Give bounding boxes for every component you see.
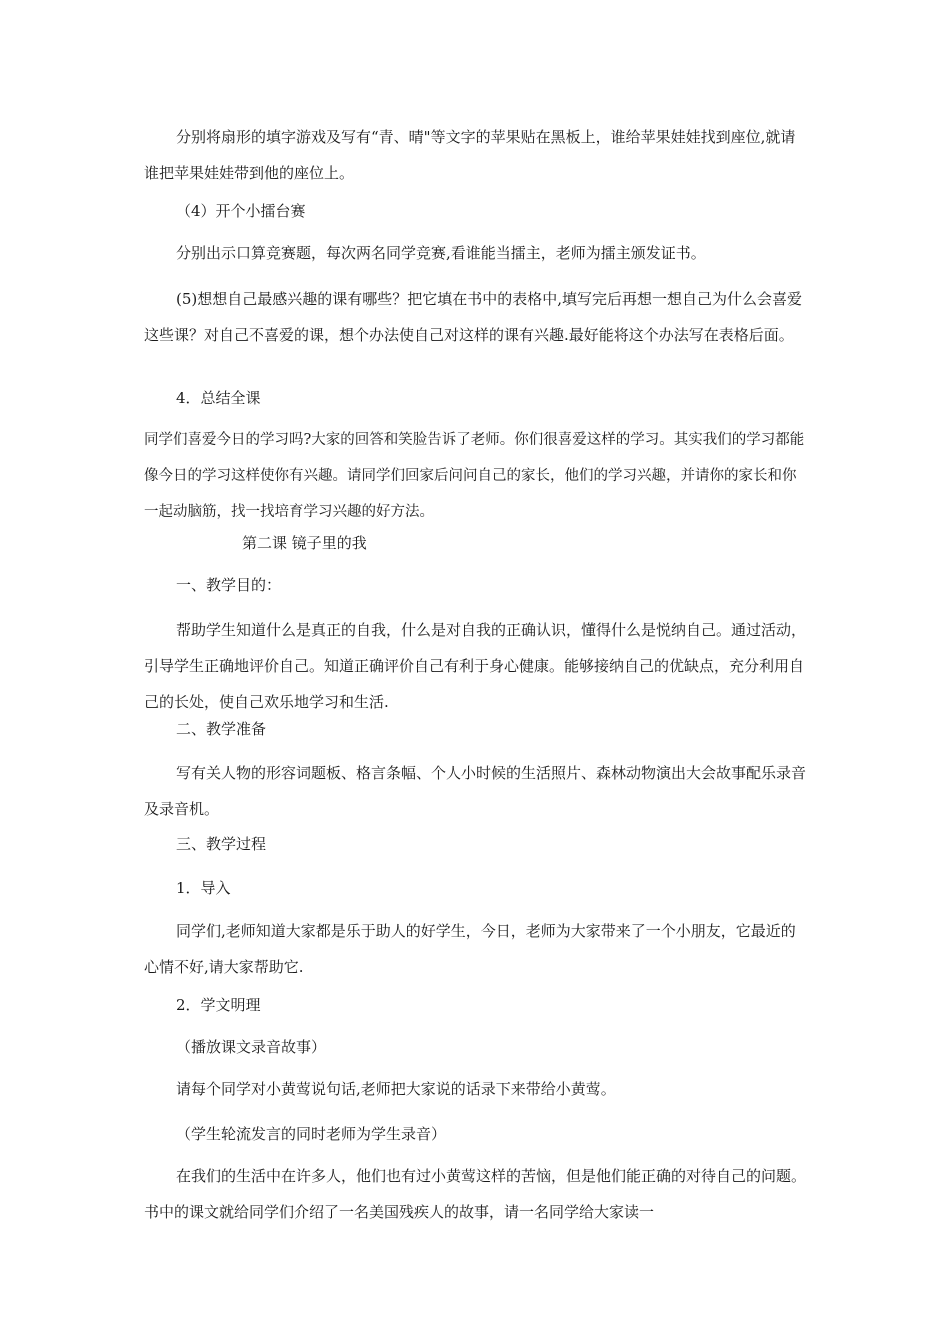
paragraph-favorite-courses: (5)想想自己最感兴趣的课有哪些？把它填在书中的表格中,填写完后再想一想自己为什么会喜爱这些课？对自己不喜爱的课，想个办法使自己对这样的课有兴趣.最好能将这个办法写在表格后面。 xyxy=(144,290,803,344)
paragraph-summary-heading: 4．总结全课 xyxy=(176,389,261,407)
paragraph-preparation-body: 写有关人物的形容词题板、格言条幅、个人小时候的生活照片、森林动物演出大会故事配乐录音及录音机。 xyxy=(144,764,807,818)
paragraph-say-sentence: 请每个同学对小黄莺说句话,老师把大家说的话录下来带给小黄莺。 xyxy=(176,1080,616,1098)
paragraph-goal-body: 帮助学生知道什么是真正的自我，什么是对自我的正确认识，懂得什么是悦纳自己。通过活动，引导学生正确地评价自己。知道正确评价自己有利于身心健康。能够接纳自己的优缺点，充分利用自己的长处，使自己欢乐地学习和生活. xyxy=(144,621,807,711)
paragraph-intro-body: 同学们,老师知道大家都是乐于助人的好学生，今日，老师为大家带来了一个小朋友，它最近的心情不好,请大家帮助它. xyxy=(144,922,796,976)
lesson-title: 第二课 镜子里的我 xyxy=(242,534,367,552)
paragraph-play-recording: （播放课文录音故事） xyxy=(176,1038,327,1056)
paragraph-contest-heading: （4）开个小擂台赛 xyxy=(176,202,306,220)
step-intro-heading: 1．导入 xyxy=(176,879,231,897)
paragraph-story-intro: 在我们的生活中在许多人，他们也有过小黄莺这样的苦恼，但是他们能正确的对待自己的问题。书中的课文就给同学们介绍了一名美国残疾人的故事，请一名同学给大家读一 xyxy=(144,1167,807,1221)
paragraph-summary-body: 同学们喜爱今日的学习吗?大家的回答和笑脸告诉了老师。你们很喜爱这样的学习。其实我们的学习都能像今日的学习这样使你有兴趣。请同学们回家后问问自己的家长，他们的学习兴趣，并请你的家长和你一起动脑筋，找一找培育学习兴趣的好方法。 xyxy=(144,432,805,520)
step-study-heading: 2．学文明理 xyxy=(176,996,261,1014)
section-goal-heading: 一、教学目的： xyxy=(176,576,282,594)
paragraph-students-speak: （学生轮流发言的同时老师为学生录音） xyxy=(176,1125,447,1143)
paragraph-contest-body: 分别出示口算竞赛题，每次两名同学竞赛,看谁能当擂主，老师为擂主颁发证书。 xyxy=(176,244,706,262)
section-preparation-heading: 二、教学准备 xyxy=(176,720,267,738)
paragraph-apple-game: 分别将扇形的填字游戏及写有“青、晴"等文字的苹果贴在黑板上，谁给苹果娃娃找到座位,就请谁把苹果娃娃带到他的座位上。 xyxy=(144,128,796,182)
section-process-heading: 三、教学过程 xyxy=(176,835,267,853)
